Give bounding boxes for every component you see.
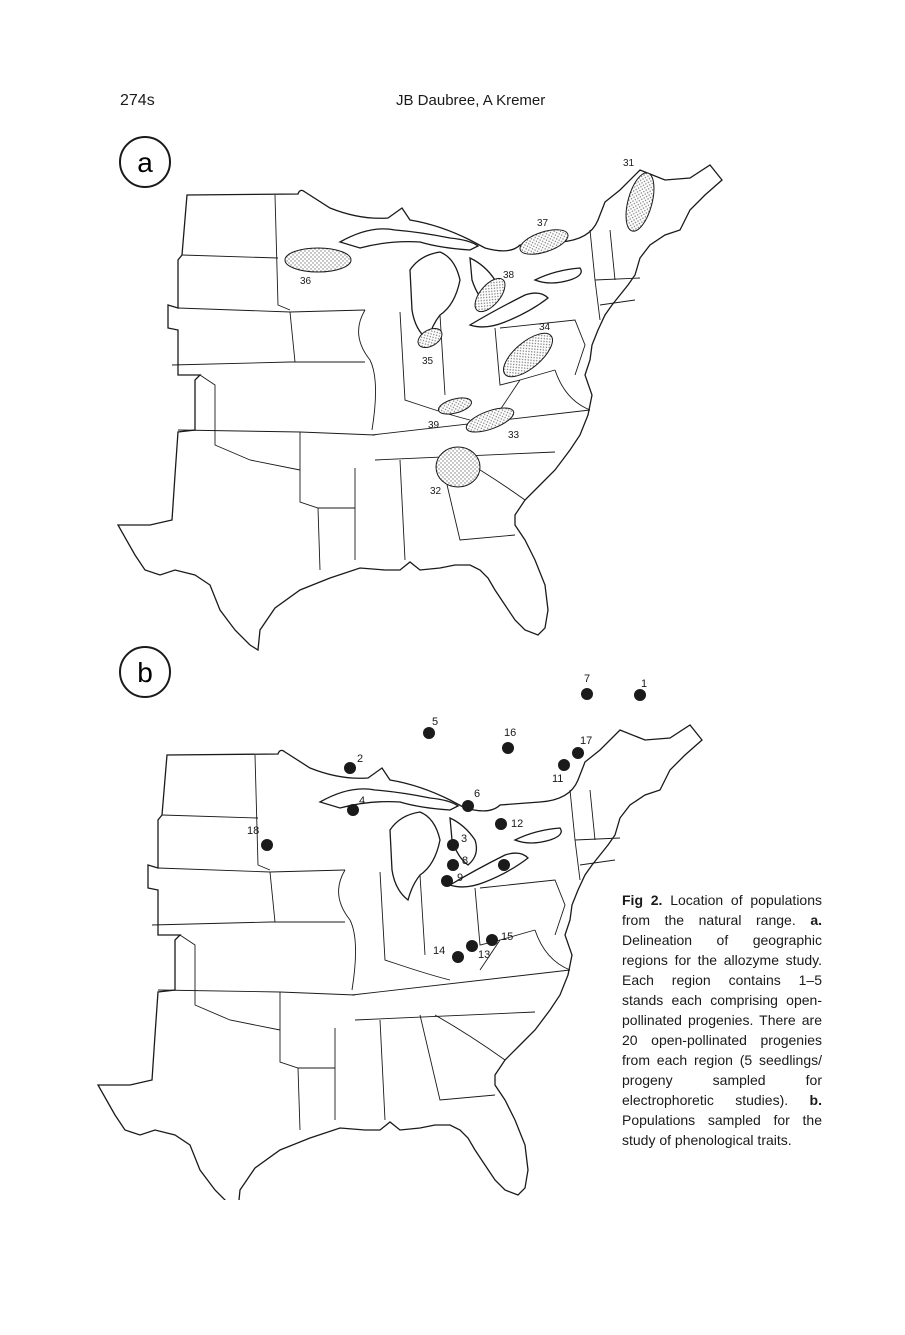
caption-a-label: a. <box>810 912 823 928</box>
population-dot-5 <box>423 727 435 739</box>
region-31 <box>621 170 660 234</box>
population-label-7: 7 <box>584 673 591 685</box>
population-label-1: 1 <box>641 678 648 690</box>
region-36 <box>285 248 351 272</box>
population-dot-4 <box>347 804 359 816</box>
map-panel-a <box>0 130 905 690</box>
population-dot-16 <box>502 742 514 754</box>
caption-a-text: Delineation of geographic regions for the allozyme study. Each region contains 1–5 stands each comprising open-pollinated progenies. There are 20 open-pollinated progenies from each region (5 seedlings/ progeny sampled for electrophoretic studies). <box>622 932 822 1108</box>
population-dot-7 <box>581 688 593 700</box>
population-label-18: 18 <box>247 825 260 837</box>
population-label-4: 4 <box>359 795 366 807</box>
region-label-39: 39 <box>428 420 440 431</box>
running-head: JB Daubree, A Kremer <box>396 92 546 109</box>
population-dot-14 <box>452 951 464 963</box>
region-label-33: 33 <box>508 430 520 441</box>
caption-b-label: b. <box>809 1092 822 1108</box>
population-dot-11 <box>558 759 570 771</box>
population-label-3: 3 <box>461 833 468 845</box>
population-dot-unlabeled <box>498 859 510 871</box>
population-label-11: 11 <box>552 773 564 785</box>
population-dot-1 <box>634 689 646 701</box>
population-dot-6 <box>462 800 474 812</box>
population-dot-3 <box>447 839 459 851</box>
panel-a-label: a <box>137 147 153 178</box>
population-label-15: 15 <box>501 931 514 943</box>
region-37 <box>517 225 571 259</box>
population-dot-17 <box>572 747 584 759</box>
figure-caption <box>622 890 822 1150</box>
region-label-38: 38 <box>503 270 515 281</box>
population-label-13: 13 <box>478 949 491 961</box>
population-label-9: 9 <box>457 872 464 884</box>
region-39 <box>437 395 473 417</box>
population-label-6: 6 <box>474 788 481 800</box>
population-label-5: 5 <box>432 716 439 728</box>
region-34 <box>497 326 560 384</box>
panel-b-label: b <box>137 657 153 688</box>
population-dot-2 <box>344 762 356 774</box>
population-label-14: 14 <box>433 945 446 957</box>
region-label-36: 36 <box>300 276 312 287</box>
population-dot-9 <box>441 875 453 887</box>
population-label-17: 17 <box>580 735 593 747</box>
population-dot-13 <box>466 940 478 952</box>
region-32 <box>436 447 480 487</box>
caption-fig-label: Fig 2. <box>622 892 663 908</box>
region-label-32: 32 <box>430 486 442 497</box>
page-number: 274s <box>120 92 155 109</box>
region-label-31: 31 <box>623 158 635 169</box>
region-label-37: 37 <box>537 218 549 229</box>
caption-b-text: Populations sampled for the study of phenological traits. <box>622 1112 822 1148</box>
region-label-34: 34 <box>539 322 551 333</box>
caption-fig-text: Location of populations from the natural range. <box>622 892 823 928</box>
population-dot-18 <box>261 839 273 851</box>
region-label-35: 35 <box>422 356 434 367</box>
population-label-16: 16 <box>504 727 517 739</box>
population-dot-12 <box>495 818 507 830</box>
population-dot-15 <box>486 934 498 946</box>
population-label-8: 8 <box>462 855 469 867</box>
population-label-2: 2 <box>357 753 364 765</box>
population-dot-8 <box>447 859 459 871</box>
population-label-12: 12 <box>511 818 524 830</box>
